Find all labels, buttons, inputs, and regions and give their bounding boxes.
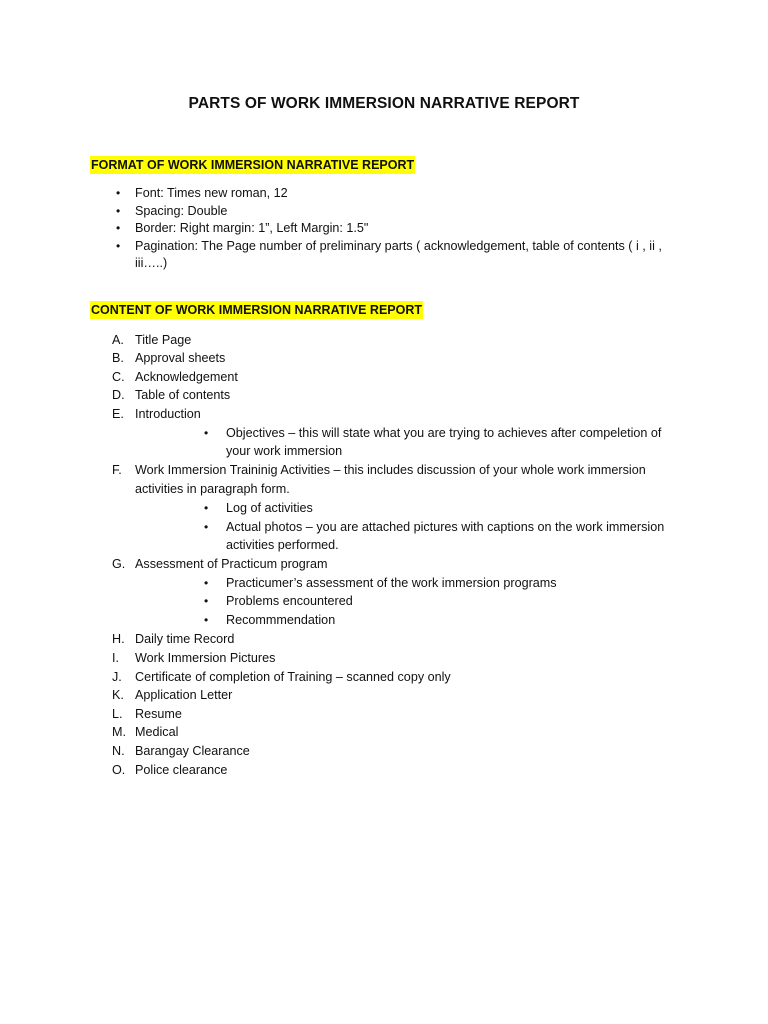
page-title: PARTS OF WORK IMMERSION NARRATIVE REPORT xyxy=(188,95,580,112)
list-item: Title Page xyxy=(135,333,192,347)
content-heading: CONTENT OF WORK IMMERSION NARRATIVE REPORT xyxy=(91,303,423,317)
sub-list-item-continuation: activities performed. xyxy=(226,538,339,552)
list-item-letter: H. xyxy=(112,632,125,646)
bullet-icon: • xyxy=(204,501,209,515)
format-item: Border: Right margin: 1”, Left Margin: 1.5" xyxy=(135,221,369,235)
list-item-letter: I. xyxy=(112,651,119,665)
sub-list-item: Problems encountered xyxy=(226,594,353,608)
bullet-icon: • xyxy=(116,221,121,235)
list-item-letter: L. xyxy=(112,707,123,721)
list-item: Introduction xyxy=(135,407,201,421)
list-item-letter: D. xyxy=(112,388,125,402)
list-item: Work Immersion Traininig Activities – this includes discussion of your whole work immersion xyxy=(135,463,646,477)
list-item: Table of contents xyxy=(135,388,231,402)
list-item: Medical xyxy=(135,725,179,739)
list-item: Daily time Record xyxy=(135,632,235,646)
list-item-letter: O. xyxy=(112,763,126,777)
list-item: Barangay Clearance xyxy=(135,744,250,758)
format-item: Pagination: The Page number of preliminary parts ( acknowledgement, table of contents ( i , ii , xyxy=(135,239,662,253)
bullet-icon: • xyxy=(204,613,209,627)
list-item-letter: B. xyxy=(112,351,124,365)
list-item-continuation: activities in paragraph form. xyxy=(135,482,290,496)
bullet-icon: • xyxy=(116,186,121,200)
list-item-letter: K. xyxy=(112,688,124,702)
bullet-icon: • xyxy=(204,520,209,534)
list-item-letter: M. xyxy=(112,725,126,739)
list-item: Work Immersion Pictures xyxy=(135,651,276,665)
bullet-icon: • xyxy=(116,239,121,253)
format-heading: FORMAT OF WORK IMMERSION NARRATIVE REPORT xyxy=(91,158,415,172)
format-item: Font: Times new roman, 12 xyxy=(135,186,288,200)
list-item-letter: F. xyxy=(112,463,122,477)
sub-list-item-continuation: your work immersion xyxy=(226,444,343,458)
list-item: Approval sheets xyxy=(135,351,226,365)
list-item-letter: A. xyxy=(112,333,124,347)
list-item: Resume xyxy=(135,707,182,721)
list-item: Application Letter xyxy=(135,688,233,702)
list-item: Acknowledgement xyxy=(135,370,238,384)
format-item-continuation: iii…..) xyxy=(135,256,168,270)
bullet-icon: • xyxy=(204,426,209,440)
list-item: Certificate of completion of Training – scanned copy only xyxy=(135,670,451,684)
sub-list-item: Log of activities xyxy=(226,501,313,515)
format-item: Spacing: Double xyxy=(135,204,228,218)
list-item-letter: N. xyxy=(112,744,125,758)
sub-list-item: Actual photos – you are attached pictures with captions on the work immersion xyxy=(226,520,665,534)
sub-list-item: Practicumer’s assessment of the work immersion programs xyxy=(226,576,557,590)
list-item-letter: E. xyxy=(112,407,124,421)
list-item-letter: J. xyxy=(112,670,122,684)
bullet-icon: • xyxy=(204,576,209,590)
list-item-letter: C. xyxy=(112,370,125,384)
bullet-icon: • xyxy=(204,594,209,608)
bullet-icon: • xyxy=(116,204,121,218)
sub-list-item: Recommmendation xyxy=(226,613,336,627)
sub-list-item: Objectives – this will state what you are trying to achieves after compeletion of xyxy=(226,426,662,440)
list-item-letter: G. xyxy=(112,557,126,571)
list-item: Assessment of Practicum program xyxy=(135,557,328,571)
list-item: Police clearance xyxy=(135,763,228,777)
